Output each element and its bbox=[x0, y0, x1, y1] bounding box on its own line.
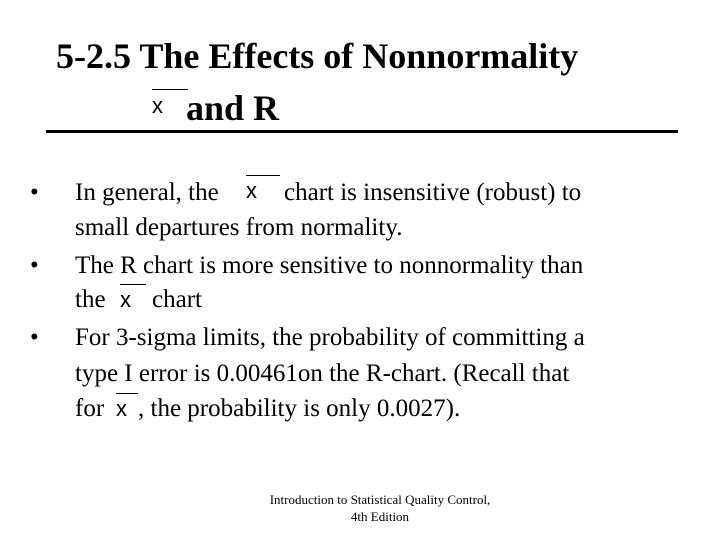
bullet-2-text-line1: The R chart is more sensitive to nonnormality than bbox=[75, 252, 584, 279]
bullet-2-text-end: chart bbox=[152, 286, 202, 313]
bullet-2-text-start: the bbox=[75, 286, 106, 313]
x-bar-symbol bbox=[116, 398, 138, 420]
x-bar-symbol bbox=[246, 180, 280, 202]
x-bar-symbol bbox=[152, 95, 188, 117]
footer-line1: Introduction to Statistical Quality Control, bbox=[269, 492, 491, 507]
bullet-3-text-line1: For 3-sigma limits, the probability of committing a bbox=[75, 324, 585, 351]
x-bar-letter: x bbox=[120, 287, 131, 312]
x-bar-letter: x bbox=[116, 396, 127, 421]
title-divider bbox=[46, 130, 678, 133]
bullet-3-text-line2: type I error is 0.00461on the R-chart. (Recall that bbox=[75, 360, 570, 387]
bullet-3-text-start: for bbox=[75, 395, 105, 422]
bullet-3-text-end: , the probability is only 0.0027). bbox=[138, 395, 461, 422]
bullet-1-text-end: chart is insensitive (robust) to bbox=[284, 179, 582, 206]
bullet-marker: • bbox=[30, 179, 39, 206]
bullet-1-text-line2: small departures from normality. bbox=[75, 214, 403, 241]
x-bar-letter: x bbox=[246, 178, 257, 203]
bullet-marker: • bbox=[30, 324, 39, 351]
slide-title: 5-2.5 The Effects of Nonnormality bbox=[56, 36, 579, 76]
x-bar-symbol bbox=[120, 289, 146, 311]
overbar bbox=[120, 284, 146, 285]
footer bbox=[230, 491, 530, 525]
slide-title-continued: and R bbox=[186, 88, 280, 128]
bullet-marker: • bbox=[30, 252, 39, 279]
x-bar-letter: x bbox=[152, 93, 163, 118]
overbar bbox=[152, 89, 188, 90]
footer-line2: 4th Edition bbox=[350, 509, 410, 524]
bullet-1-text-start: In general, the bbox=[75, 179, 219, 206]
overbar bbox=[116, 393, 138, 394]
overbar bbox=[246, 175, 280, 176]
